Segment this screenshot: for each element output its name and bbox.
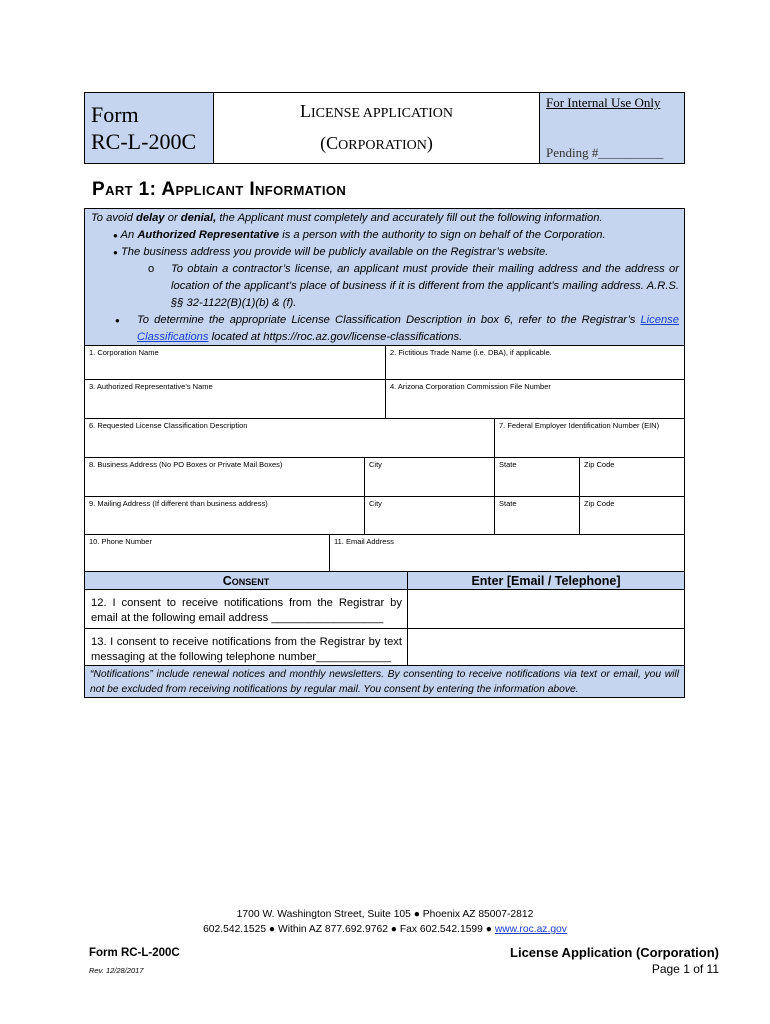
acc-file-number-field[interactable] [385,379,685,419]
field-label: State [499,460,517,469]
trade-name-field[interactable] [385,345,685,380]
denial-text: denial, [180,212,217,224]
field-label: 2. Fictitious Trade Name (i.e. DBA), if applicable. [390,348,552,357]
field-label: Zip Code [584,460,615,469]
page-number: Page 1 of 11 [651,962,719,976]
footer-form-number: Form RC-L-200C [89,947,180,959]
footer-phones: 602.542.1525 ● Within AZ 877.692.9762 ● Fax 602.542.1599 ● [203,924,495,935]
bullet1-bold: Authorized Representative [137,229,280,241]
mailing-address-field[interactable] [84,496,365,535]
consent-heading: Consent [222,574,270,588]
bullet3-post: located at https://roc.az.gov/license-classifications. [208,331,463,343]
mailing-state-field[interactable] [494,496,580,535]
corporation-name-field[interactable] [84,345,386,380]
form-number: RC-L-200C [91,129,197,154]
bullet3-pre: To determine the appropriate License Classification Description in box 6, refer to the Registrar’s [137,314,641,326]
form-label: Form [91,102,139,127]
footer-title: License Application (Corporation) [510,945,719,960]
pending-number: Pending #__________ [546,145,664,160]
website-link[interactable]: www.roc.az.gov [494,924,567,935]
enter-heading: Enter [Email / Telephone] [471,574,621,588]
title-line2-open: (C [320,133,339,153]
consent-email-text: 12. I consent to receive notifications from the Registrar by email at the following email address __________________ [91,597,402,624]
intro-post: the Applicant must completely and accurately fill out the following information. [216,212,603,224]
bullet-business-address [113,244,548,261]
intro-mid: or [164,212,181,224]
business-state-field[interactable] [494,457,580,497]
field-label: City [369,499,382,508]
license-classifications-link[interactable]: License Classifications [137,314,679,343]
sub-bullet-icon: o [148,263,155,275]
business-zip-field[interactable] [579,457,685,497]
title-line1-rest: ICENSE APPLICATION [311,106,453,121]
phone-number-field[interactable] [84,534,330,572]
enter-header [407,571,685,590]
bullet1-post: is a person with the authority to sign on behalf of the Corporation. [279,229,606,241]
field-label: 6. Requested License Classification Description [89,421,248,430]
field-label: 7. Federal Employer Identification Number (EIN) [499,421,660,430]
consent-phone-input[interactable] [407,628,685,666]
consent-email-input[interactable] [407,589,685,629]
consent-text-text: 13. I consent to receive notifications from the Registrar by text messaging at the following telephone number____________ [91,636,402,663]
field-label: 1. Corporation Name [89,348,159,357]
field-label: 8. Business Address (No PO Boxes or Private Mail Boxes) [89,460,283,469]
title-line1-cap: L [300,101,312,121]
field-label: 10. Phone Number [89,537,152,546]
field-label: City [369,460,382,469]
section-heading: Part 1: Applicant Information [92,179,347,200]
instructions-intro [91,210,603,227]
license-classification-field[interactable] [84,418,495,458]
bullet-icon: ● [113,231,118,240]
consent-email-row [84,589,408,629]
bullet1-pre: An [120,229,138,241]
ein-field[interactable] [494,418,685,458]
field-label: Zip Code [584,499,615,508]
delay-text: delay [136,212,165,224]
internal-use-label: For Internal Use Only [546,95,661,110]
bullet-icon: ● [115,316,120,325]
field-label: State [499,499,517,508]
notifications-note-text: “Notifications” include renewal notices and monthly newsletters. By consenting to receive notifications via text or email, you will not be excluded from receiving notifications by regular mail. You consent by entering the information above. [90,669,679,695]
title-line2-rest: ORPORATION [338,138,427,153]
title-line2-close: ) [426,133,433,153]
business-address-field[interactable] [84,457,365,497]
mailing-city-field[interactable] [364,496,495,535]
sub-bullet-mailing: To obtain a contractor’s license, an applicant must provide their mailing address and the address or location of the applicant’s place of business if it is different from the applicant’s mailing address. A.R.S. §§ 32-1122(B)(1)(b) & (f). [171,263,679,309]
bullet-license-class [137,312,679,346]
mailing-zip-field[interactable] [579,496,685,535]
instructions-box [84,208,685,346]
consent-text-row [84,628,408,666]
footer-address: 1700 W. Washington Street, Suite 105 ● Phoenix AZ 85007-2812 [236,909,534,920]
field-label: 9. Mailing Address (If different than business address) [89,499,268,508]
field-label: 3. Authorized Representative’s Name [89,382,213,391]
authorized-rep-name-field[interactable] [84,379,386,419]
footer-revision: Rev. 12/28/2017 [89,966,144,975]
bullet-icon: ● [113,248,118,257]
bullet-authorized-rep [113,227,606,244]
footer-contact [0,924,770,935]
intro-text: To avoid [91,212,136,224]
field-label: 11. Email Address [334,537,394,546]
email-address-field[interactable] [329,534,685,572]
page-title [214,93,539,163]
internal-use-box [539,93,684,163]
form-number-box [85,93,214,163]
notifications-note [84,665,685,698]
business-city-field[interactable] [364,457,495,497]
consent-header [84,571,408,590]
field-label: 4. Arizona Corporation Commission File Number [390,382,551,391]
bullet2-text: The business address you provide will be publicly available on the Registrar’s website. [120,246,549,258]
